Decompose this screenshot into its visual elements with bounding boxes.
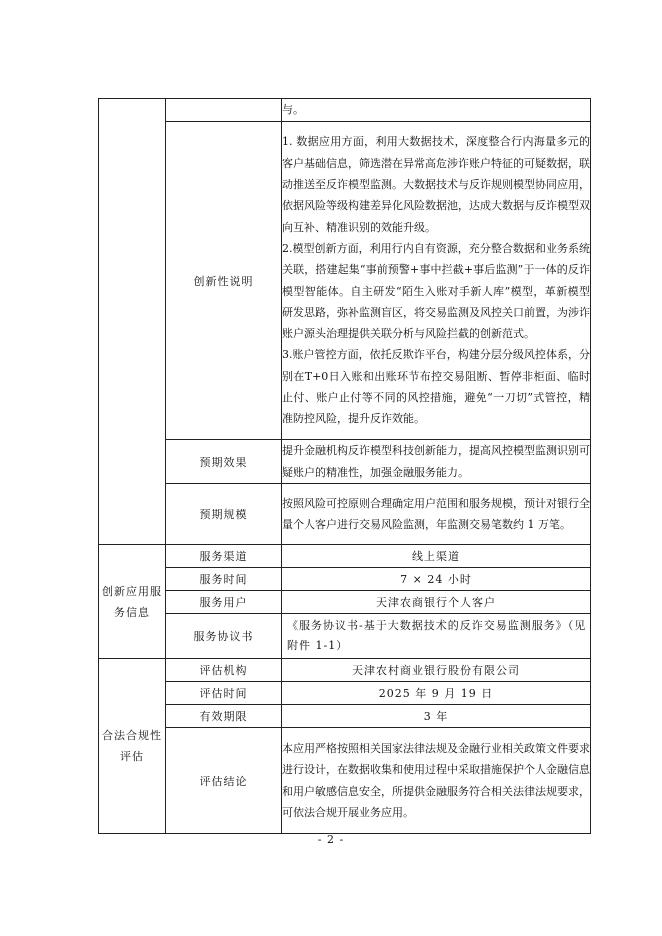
validity-row [99, 705, 591, 728]
expected-effect-label: 预期效果 [166, 440, 282, 484]
service-users-label: 服务用户 [166, 591, 282, 614]
service-time-label: 服务时间 [166, 568, 282, 591]
service-users-value: 天津农商银行个人客户 [282, 591, 591, 614]
compliance-category: 合法合规性评估 [99, 659, 166, 834]
service-channel-value: 线上渠道 [282, 545, 591, 568]
expected-scale-label: 预期规模 [166, 484, 282, 545]
service-agreement-row [99, 614, 591, 659]
expected-effect-text: 提升金融机构反诈模型科技创新能力，提高风控模型监测识别可疑账户的精准性，加强金融服务能力。 [282, 440, 591, 484]
validity-label: 有效期限 [166, 705, 282, 728]
assessment-time-label: 评估时间 [166, 682, 282, 705]
service-channel-label: 服务渠道 [166, 545, 282, 568]
validity-value: 3 年 [282, 705, 591, 728]
expected-scale-row [99, 484, 591, 545]
innovation-label: 创新性说明 [166, 122, 282, 440]
innovation-item-1: 1. 数据应用方面，利用大数据技术，深度整合行内海量多元的客户基础信息，筛选潜在异常高危涉诈账户特征的可疑数据，联动推送至反诈模型监测。大数据技术与反诈规则模型协同应用，依据风险等级构建差异化风险数据池，达成大数据与反诈模型双向互补、精准识别的效能升级。 [282, 135, 590, 234]
service-info-category: 创新应用服务信息 [99, 545, 166, 659]
assessment-org-label: 评估机构 [166, 659, 282, 682]
innovation-item-2: 2.模型创新方面，利用行内自有资源，充分整合数据和业务系统关联，搭建起集“事前预警+事中拦截+事后监测”于一体的反诈模型智能体。自主研发“陌生入账对手新人库”模型，革新模型研发思路，弥补监测盲区，将交易监测及风控关口前置，为涉诈账户源头治理提供关联分析与风险拦截的创新范式。 [282, 241, 590, 341]
innovation-row [99, 122, 591, 440]
service-time-value: 7 × 24 小时 [282, 568, 591, 591]
service-channel-row [99, 545, 591, 568]
innovation-description [282, 122, 591, 440]
assessment-time-value: 2025 年 9 月 19 日 [282, 682, 591, 705]
innovation-item-3: 3.账户管控方面，依托反欺诈平台，构建分层分级风控体系，分别在T+0日入账和出账环节布控交易阻断、暂停非柜面、临时止付、账户止付等不同的风控措施，避免“一刀切”式管控，精准防控风险，提升反诈效能。 [282, 348, 590, 426]
page-number: - 2 - [317, 833, 345, 846]
application-info-table [98, 98, 591, 834]
continuation-row [99, 99, 591, 122]
continuation-text: 与。 [282, 99, 591, 122]
assessment-conclusion-row [99, 728, 591, 834]
assessment-conclusion-text: 本应用严格按照相关国家法律法规及金融行业相关政策文件要求进行设计，在数据收集和使用过程中采取措施保护个人金融信息和用户敏感信息安全，所提供金融服务符合相关法律法规要求，可依法合规开展业务应用。 [282, 728, 591, 834]
expected-effect-row [99, 440, 591, 484]
assessment-conclusion-label: 评估结论 [166, 728, 282, 834]
service-users-row [99, 591, 591, 614]
service-agreement-value: 《服务协议书-基于大数据技术的反诈交易监测服务》（见附件 1-1） [282, 614, 591, 659]
blank-category-cell [99, 99, 166, 545]
assessment-org-row [99, 659, 591, 682]
assessment-time-row [99, 682, 591, 705]
blank-label-cell [166, 99, 282, 122]
service-time-row [99, 568, 591, 591]
expected-scale-text: 按照风险可控原则合理确定用户范围和服务规模，预计对银行全量个人客户进行交易风险监测，年监测交易笔数约 1 万笔。 [282, 484, 591, 545]
assessment-org-value: 天津农村商业银行股份有限公司 [282, 659, 591, 682]
service-agreement-label: 服务协议书 [166, 614, 282, 659]
